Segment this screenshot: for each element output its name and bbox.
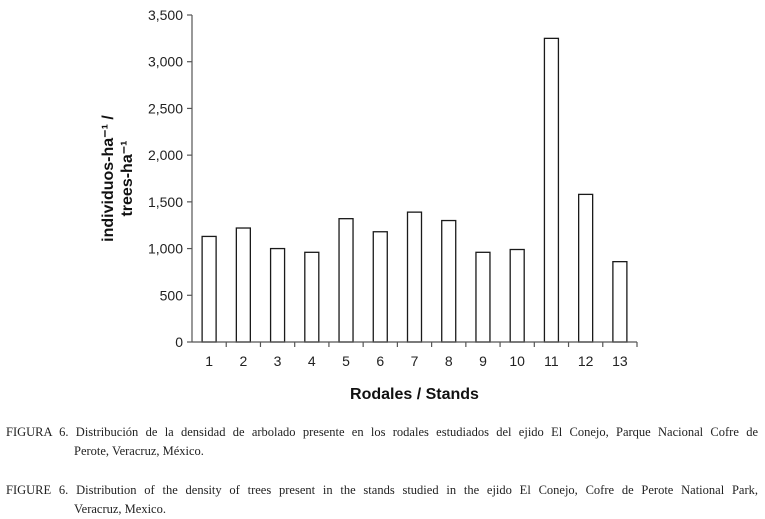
bar-stand-13 [613,262,627,342]
x-tick-label: 4 [307,353,316,369]
y-tick-label: 3,500 [147,7,183,23]
caption-en-line2: Veracruz, Mexico. [74,502,166,516]
bar-stand-5 [339,219,353,342]
y-tick-label: 500 [159,287,183,304]
x-tick-label: 3 [273,353,282,369]
x-tick-label: 5 [342,353,350,369]
x-tick-label: 7 [410,353,419,369]
y-tick-label: 0 [175,334,183,350]
y-tick-label: 1,000 [147,240,183,257]
x-tick-label: 1 [205,353,214,369]
bar-stand-7 [408,212,422,342]
x-tick-label: 12 [577,353,594,369]
bar-stand-9 [476,252,490,342]
y-tick-label: 2,000 [147,147,183,164]
y-tick-label: 1,500 [147,193,183,210]
y-tick-label: 2,500 [147,100,183,117]
x-tick-label: 6 [376,353,385,369]
bars [202,38,627,342]
x-tick-label: 11 [544,353,559,369]
bar-stand-4 [305,252,319,342]
figure-caption-spanish [6,423,758,461]
bar-stand-11 [544,38,558,342]
y-tick-label: 3,000 [147,53,183,70]
x-axis-title: Rodales / Stands [350,386,479,403]
x-tick-label: 9 [479,353,487,369]
bar-stand-1 [202,236,216,342]
y-axis-title-line2: trees-ha⁻¹ [119,140,136,217]
caption-es-line1: FIGURA 6. Distribución de la densidad de arbolado presente en los rodales estudiados del ejido El Conejo, Parque Nacional Cofre de [6,425,758,439]
bar-stand-12 [579,194,593,342]
bar-stand-2 [236,228,250,342]
x-tick-label: 10 [509,353,525,369]
x-tick-label: 2 [239,353,248,369]
x-tick-label: 13 [612,353,628,369]
figure-caption-english [6,481,758,519]
bar-stand-6 [373,232,387,342]
x-axis-ticks [205,342,637,369]
bar-stand-3 [271,249,285,342]
bar-stand-8 [442,221,456,342]
caption-en-line1: FIGURE 6. Distribution of the density of trees present in the stands studied in the ejido El Conejo, Cofre de Perote National Park, [6,483,758,497]
y-axis-ticks [148,7,192,350]
y-axis-title-line1: individuos-ha⁻¹ / [100,115,117,242]
caption-es-line2: Perote, Veracruz, México. [74,444,204,458]
x-tick-label: 8 [444,353,453,369]
bar-stand-10 [510,250,524,342]
